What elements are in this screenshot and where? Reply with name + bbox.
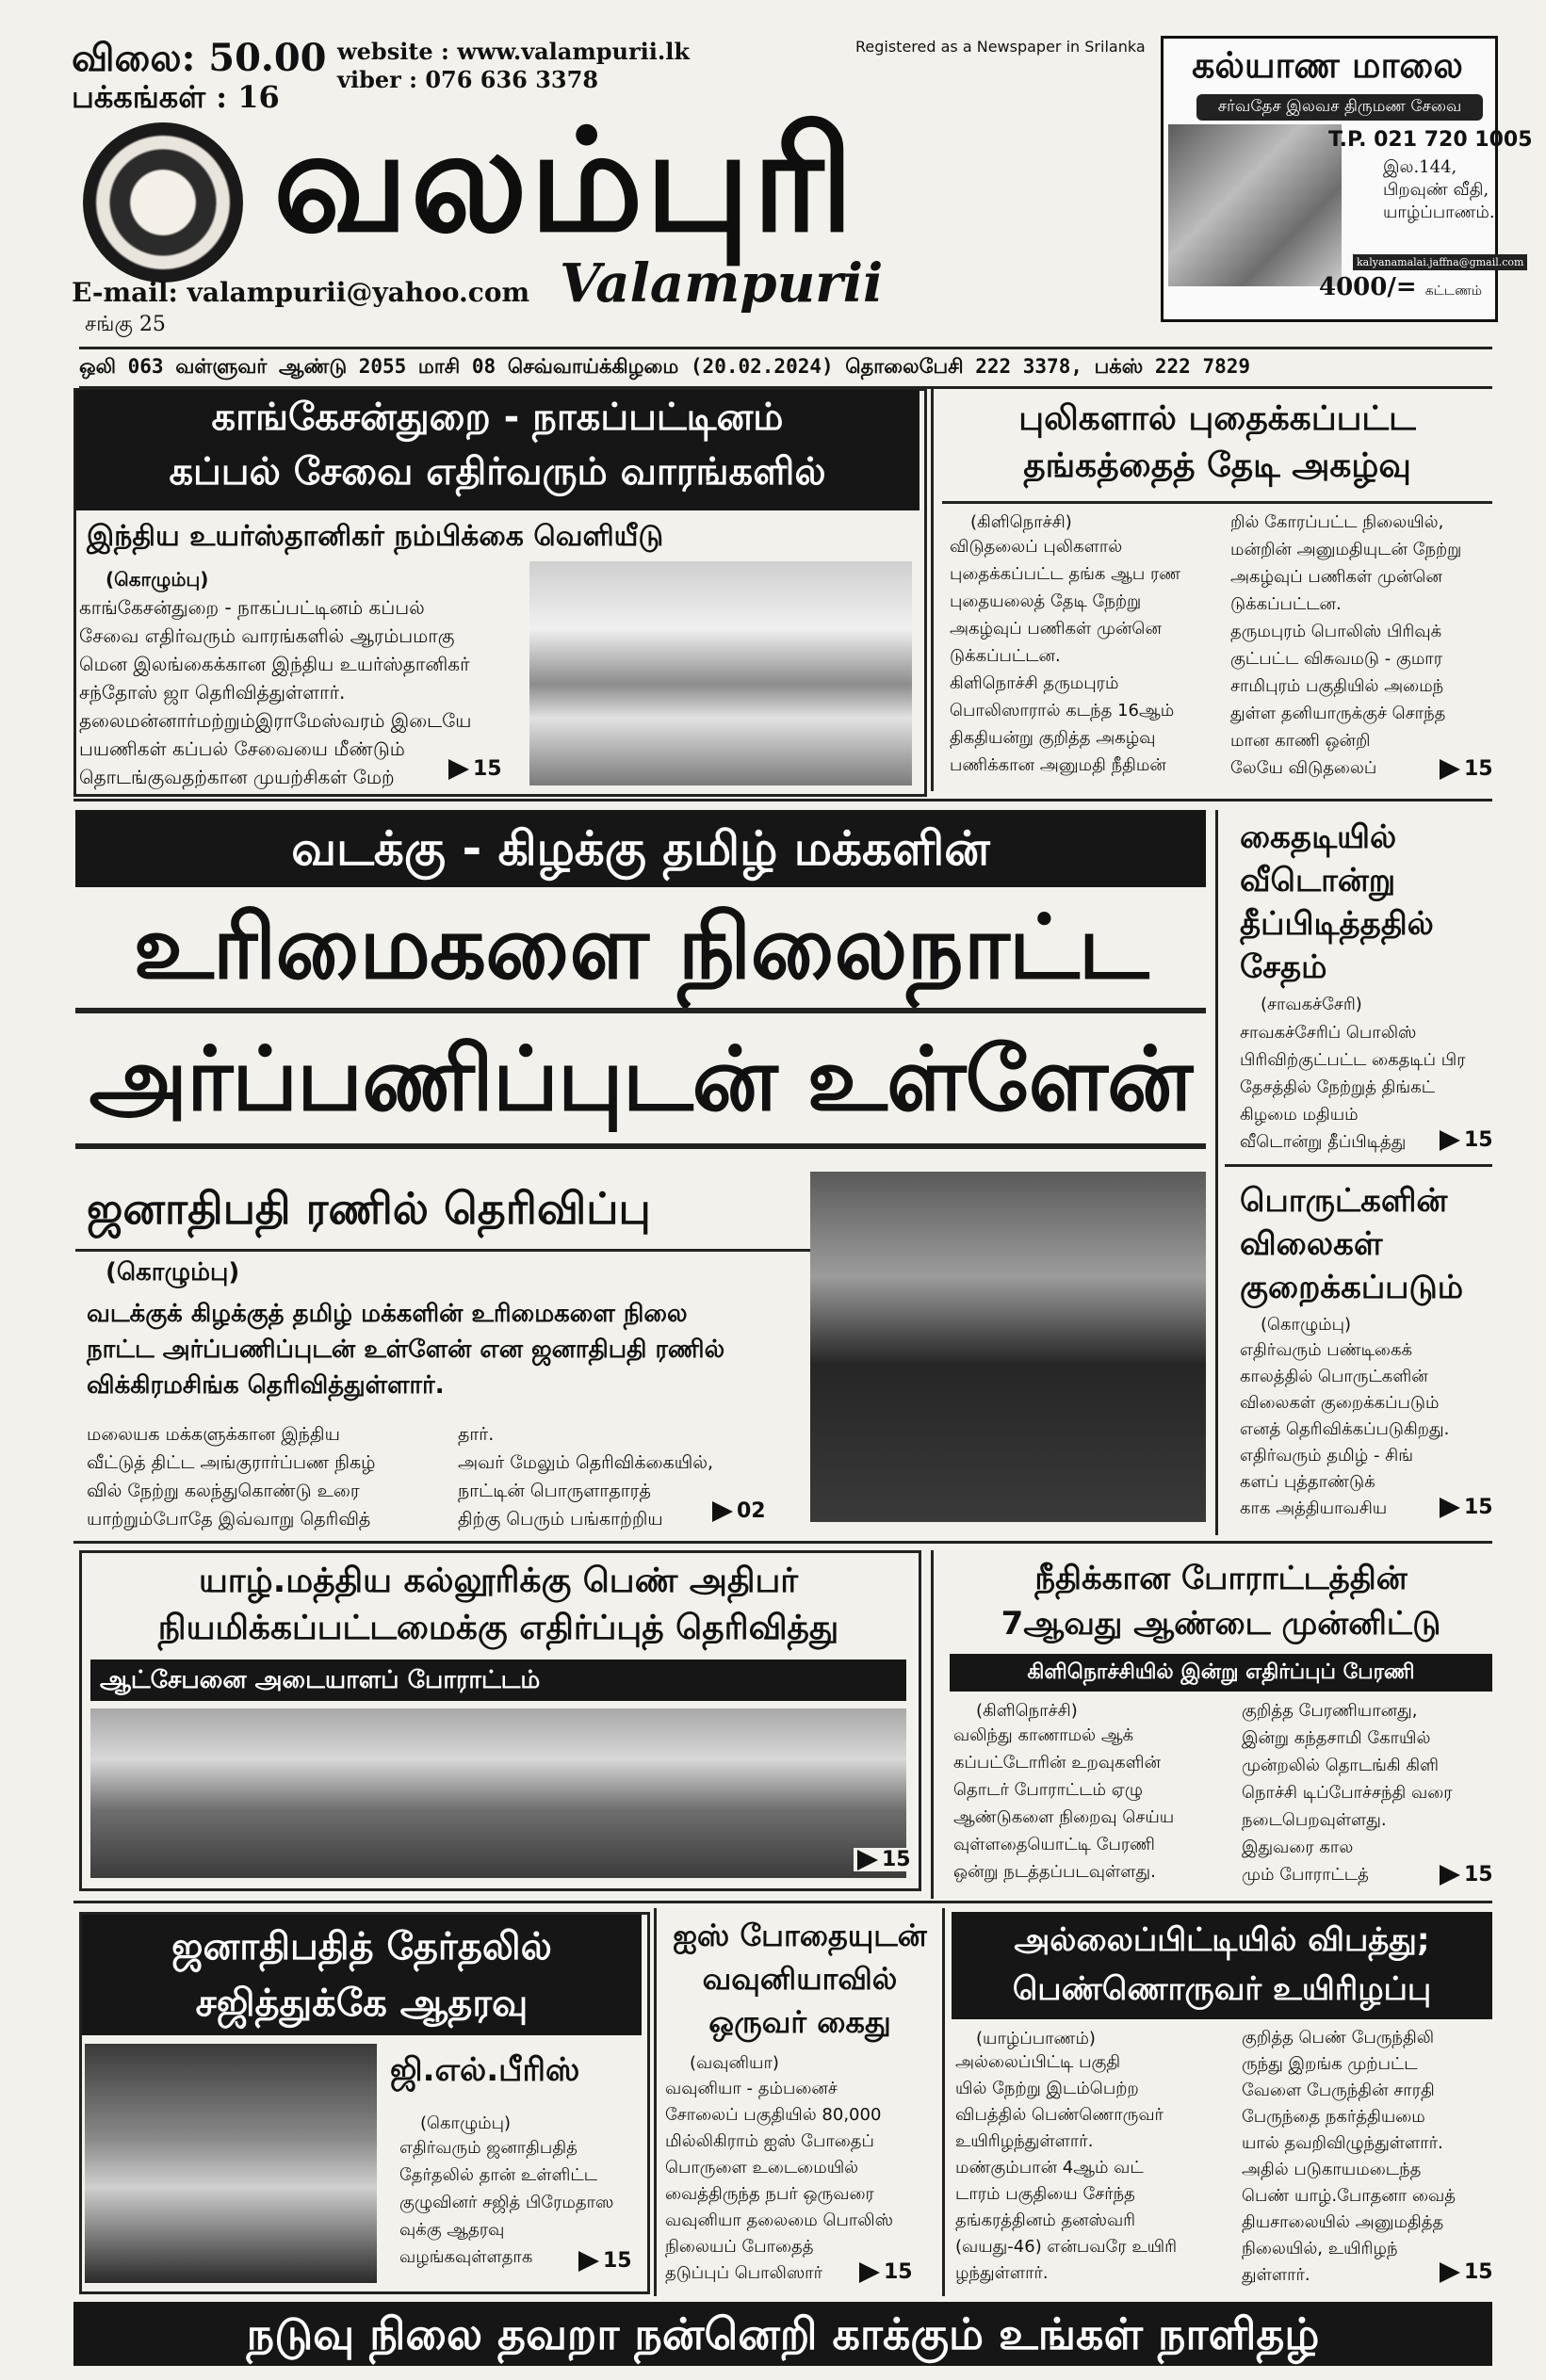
ad-deity-image: [1168, 124, 1342, 286]
gold-line: மான காணி ஒன்றி: [1230, 731, 1371, 751]
lead-headline-line2: அர்ப்பணிப்புடன் உள்ளேன்: [89, 1028, 1193, 1131]
gold-line: டுக்கப்பட்டன.: [950, 646, 1061, 666]
gold-headline: [942, 396, 1492, 490]
gold-col2: [1230, 509, 1494, 782]
registered-note: Registered as a Newspaper in Srilanka: [855, 38, 1146, 56]
accident-line: (வயது-46) என்பவரே உயிரி: [955, 2237, 1178, 2257]
ice-line: வவுனியா தலைமை பொலிஸ்: [665, 2210, 893, 2230]
ice-headline: [663, 1914, 936, 2044]
accident-col2: [1242, 2025, 1492, 2289]
college-continue: [854, 1848, 915, 1871]
peiris-line: வழங்கவுள்ளதாக: [399, 2247, 533, 2267]
accident-line: தியசாலையில் அனுமதித்த: [1242, 2212, 1444, 2232]
justice-line: மும் போராட்டத்: [1242, 1865, 1369, 1885]
justice-line: வுள்ளதையொட்டி பேரணி: [953, 1835, 1155, 1854]
ice-dateline: (வவுனியா): [690, 2053, 779, 2073]
ice-line: வைத்திருந்த நபர் ஒருவரை: [665, 2184, 874, 2204]
divider: [75, 1249, 857, 1252]
prices-line: விலைகள் குறைக்கப்படும்: [1240, 1393, 1440, 1413]
accident-line: நிலையில், உயிரிழந்: [1242, 2239, 1398, 2259]
ferry-line: காங்கேசன்துறை - நாகப்பட்டினம் கப்பல்: [79, 596, 425, 619]
peiris-byline: ஜி.எல்.பீரிஸ்: [390, 2051, 580, 2089]
ice-body: [665, 2076, 938, 2287]
ice-line: நிலையப் போதைத்: [665, 2237, 814, 2257]
ferry-line: சந்தோஸ் ஜா தெரிவித்துள்ளார்.: [79, 681, 346, 704]
fire-headline-line: வீடொன்று: [1240, 862, 1396, 899]
ice-line: சோலைப் பகுதியில் 80,000: [665, 2105, 882, 2125]
gold-continue: [1440, 757, 1493, 781]
peiris-headline: [82, 1915, 642, 2035]
gold-line: மன்றின் அனுமதியுடன் நேற்று: [1230, 540, 1462, 559]
ad-title: கல்யாண மாலை: [1192, 43, 1463, 86]
accident-line: வேளை பேருந்தின் சாரதி: [1242, 2080, 1435, 2100]
ad-address-line: யாழ்ப்பாணம்.: [1383, 202, 1495, 222]
lead-line: வீட்டுத் திட்ட அங்குரார்ப்பண நிகழ்: [87, 1452, 376, 1473]
gold-line: குட்பட்ட விசுவமடு - குமார: [1230, 649, 1442, 669]
gold-line: பொலிஸாரால் கடந்த 16ஆம்: [950, 701, 1175, 720]
peiris-line: வுக்கு ஆதரவு: [399, 2220, 505, 2240]
continue-page: 15: [1464, 1496, 1493, 1519]
masthead-latin-title: Valampurii: [560, 252, 884, 315]
lead-subhead: ஜனாதிபதி ரணில் தெரிவிப்பு: [87, 1183, 651, 1234]
peiris-line: தேர்தலில் தான் உள்ளிட்ட: [399, 2165, 598, 2185]
justice-col1: [953, 1722, 1227, 1886]
contact-block: [337, 38, 690, 94]
ferry-photo: [529, 561, 912, 785]
ferry-headline-line2: கப்பல் சேவை எதிர்வரும் வாரங்களில்: [169, 450, 826, 494]
ferry-headline-line1: காங்கேசன்துறை - நாகப்பட்டினம்: [211, 396, 784, 439]
gold-line: அகழ்வுப் பணிகள் முன்னெ: [1230, 567, 1442, 587]
ad-address-line: பிறவுண் வீதி,: [1383, 180, 1489, 200]
fire-line: தேசத்தில் நேற்றுத் திங்கட்: [1240, 1077, 1436, 1097]
fire-line: பிரிவிற்குட்பட்ட கைதடிப் பிர: [1240, 1050, 1466, 1070]
ad-address: [1383, 156, 1495, 224]
gold-line: திகதியன்று குறித்த அகழ்வு: [950, 728, 1156, 748]
accident-line: குறித்த பெண் பேருந்திலி: [1242, 2028, 1435, 2048]
justice-dateline: (கிளிநொச்சி): [976, 1701, 1078, 1721]
ferry-line: தொடங்குவதற்கான முயற்சிகள் மேற்: [79, 766, 395, 788]
ice-headline-line: ஒருவர் கைது: [708, 2004, 891, 2040]
column-divider: [931, 1550, 934, 1899]
continue-arrow-icon: [1440, 1865, 1460, 1886]
gold-line: டுக்கப்பட்டன.: [1230, 594, 1342, 614]
lead-line: யாற்றும்போதே இவ்வாறு தெரிவித்: [87, 1509, 371, 1530]
accident-headline-line1: அல்லைப்பிட்டியில் விபத்து;: [1014, 1921, 1430, 1959]
justice-line: நடைபெறவுள்ளது.: [1242, 1810, 1387, 1830]
ferry-subhead: இந்திய உயர்ஸ்தானிகர் நம்பிக்கை வெளியீடு: [87, 520, 664, 553]
ice-line: பொருளை உடைமையில்: [665, 2158, 859, 2178]
gold-headline-line2: தங்கத்தைத் தேடி அகழ்வு: [1023, 446, 1411, 485]
continue-page: 02: [737, 1499, 766, 1523]
justice-line: இன்று கந்தசாமி கோயில்: [1242, 1728, 1431, 1748]
ferry-line: பயணிகள் கப்பல் சேவையை மீண்டும்: [79, 737, 405, 760]
protest-photo: [90, 1708, 906, 1878]
justice-subhead: கிளிநொச்சியில் இன்று எதிர்ப்புப் பேரணி: [950, 1654, 1492, 1692]
accident-line: அல்லைப்பிட்டி பகுதி: [955, 2052, 1121, 2072]
ad-email: kalyanamalai.jaffna@gmail.com: [1353, 254, 1527, 270]
ad-address-line: இல.144,: [1383, 157, 1457, 177]
peiris-photo: [85, 2044, 377, 2283]
continue-arrow-icon: [712, 1501, 733, 1522]
lead-continue: [712, 1499, 766, 1523]
peiris-line: எதிர்வரும் ஜனாதிபதித்: [399, 2138, 578, 2158]
lead-col1: [87, 1420, 445, 1533]
lead-line: அவர் மேலும் தெரிவிக்கையில்,: [458, 1452, 714, 1473]
lead-line: தார்.: [458, 1424, 495, 1445]
lead-dateline: (கொழும்பு): [106, 1258, 240, 1287]
lead-headline-line1: உரிமைகளை நிலைநாட்ட: [133, 897, 1148, 999]
ferry-continue: [448, 757, 502, 781]
ad-price: [1319, 273, 1482, 301]
prices-line: எதிர்வரும் தமிழ் - சிங்: [1240, 1446, 1414, 1465]
justice-line: வலிந்து காணாமல் ஆக்: [953, 1725, 1134, 1745]
prices-headline-line: விலைகள்: [1240, 1225, 1383, 1263]
gold-line: கிளிநொச்சி தருமபுரம்: [950, 673, 1119, 693]
lead-kicker: வடக்கு - கிழக்கு தமிழ் மக்களின்: [75, 810, 1206, 887]
justice-line: இதுவரை கால: [1242, 1838, 1354, 1857]
lead-line: திற்கு பெரும் பங்காற்றிய: [458, 1509, 663, 1530]
fire-headline: [1240, 816, 1490, 989]
website: website : www.valampurii.lk: [337, 38, 690, 65]
prices-line: காக அத்தியாவசிய: [1240, 1498, 1388, 1518]
ferry-line: மென இலங்கைக்கான இந்திய உயர்ஸ்தானிகர்: [79, 653, 470, 675]
gold-line: புதையலைத் தேடி நேற்று: [950, 591, 1142, 611]
lead-intro: [87, 1296, 897, 1403]
ferry-headline: [75, 390, 919, 510]
fire-line: சாவகச்சேரிப் பொலிஸ்: [1240, 1023, 1417, 1043]
ice-line: தடுப்புப் பொலிஸார்: [665, 2263, 822, 2283]
column-divider: [1215, 810, 1218, 1535]
gold-dateline: (கிளிநொச்சி): [970, 512, 1072, 532]
continue-page: 15: [603, 2249, 632, 2273]
continue-arrow-icon: [1440, 1130, 1460, 1151]
gold-line: புதைக்கப்பட்ட தங்க ஆப ரண: [950, 564, 1181, 584]
justice-line: குறித்த பேரணியானது,: [1242, 1701, 1418, 1721]
justice-headline: [950, 1556, 1492, 1646]
lead-line: மலையக மக்களுக்கான இந்திய: [87, 1424, 340, 1445]
accident-line: ருந்து இறங்க முற்பட்ட: [1242, 2054, 1418, 2074]
continue-arrow-icon: [1440, 2262, 1460, 2283]
ad-price-value: 4000/=: [1319, 273, 1417, 301]
college-headline-line1: யாழ்.மத்திய கல்லூரிக்கு பெண் அதிபர்: [198, 1562, 799, 1600]
lead-intro-line: நாட்ட அர்ப்பணிப்புடன் உள்ளேன் என ஜனாதிபதி ரணில்: [87, 1336, 725, 1364]
justice-col2: [1242, 1697, 1492, 1888]
college-headline: [90, 1558, 906, 1652]
column-divider: [942, 1908, 945, 2296]
continue-page: 15: [1464, 1863, 1493, 1886]
divider: [73, 1541, 1492, 1544]
accident-line: விபத்தில் பெண்ணொருவர்: [955, 2105, 1164, 2125]
fire-dateline: (சாவகச்சேரி): [1261, 995, 1362, 1014]
divider: [73, 799, 1492, 801]
gold-line: பணிக்கான அனுமதி நீதிமன்: [950, 755, 1166, 775]
president-photo: [810, 1172, 1206, 1522]
justice-line: ஆண்டுகளை நிறைவு செய்ய: [953, 1807, 1175, 1827]
accident-line: பெண் யாழ்.போதனா வைத்: [1242, 2186, 1456, 2206]
justice-line: கப்பட்டோரின் உறவுகளின்: [953, 1753, 1161, 1773]
justice-line: முன்றலில் தொடங்கி கிளி: [1242, 1756, 1440, 1775]
divider: [1225, 1164, 1492, 1167]
justice-continue: [1440, 1863, 1493, 1886]
continue-arrow-icon: [859, 2262, 880, 2283]
college-headline-line2: நியமிக்கப்பட்டமைக்கு எதிர்ப்புத் தெரிவித்து: [157, 1609, 839, 1647]
divider: [75, 1143, 1206, 1149]
divider: [75, 1008, 1206, 1013]
prices-line: எனத் தெரிவிக்கப்படுகிறது.: [1240, 1419, 1450, 1439]
divider: [73, 1901, 1492, 1903]
gold-line: அகழ்வுப் பணிகள் முன்னெ: [950, 619, 1162, 639]
price: விலை: 50.00: [72, 36, 327, 80]
continue-page: 15: [884, 2260, 913, 2284]
prices-headline-line: பொருட்களின்: [1240, 1182, 1448, 1220]
prices-line: எதிர்வரும் பண்டிகைக்: [1240, 1340, 1412, 1360]
prices-body: [1240, 1337, 1490, 1522]
continue-arrow-icon: [1440, 759, 1460, 780]
peiris-line: குழுவினர் சஜித் பிரேமதாஸ: [399, 2193, 614, 2212]
accident-line: பேருந்தை நகர்த்தியமை: [1242, 2107, 1425, 2127]
viber: viber : 076 636 3378: [337, 66, 599, 93]
peiris-headline-line1: ஜனாதிபதித் தேர்தலில்: [171, 1925, 552, 1968]
gold-col1: [950, 533, 1225, 779]
continue-page: 15: [473, 757, 502, 781]
continue-page: 15: [882, 1848, 911, 1871]
ferry-line: சேவை எதிர்வரும் வாரங்களில் ஆரம்பமாகு: [79, 624, 455, 647]
ice-line: வவுனியா - தம்பனைச்: [665, 2079, 838, 2098]
justice-line: தொடர் போராட்டம் ஏழு: [953, 1780, 1143, 1800]
gold-line: சாமிபுரம் பகுதியில் அமைந்: [1230, 676, 1444, 696]
accident-line: யில் நேற்று இடம்பெற்ற: [955, 2079, 1139, 2098]
ice-headline-line: வவுனியாவில்: [702, 1961, 898, 1997]
ice-line: மில்லிகிராம் ஐஸ் போதைப்: [665, 2131, 874, 2151]
gold-line: தருமபுரம் பொலிஸ் பிரிவுக்: [1230, 622, 1442, 641]
peiris-dateline: (கொழும்பு): [420, 2113, 512, 2133]
accident-dateline: (யாழ்ப்பாணம்): [976, 2029, 1096, 2048]
ad-price-note: கட்டணம்: [1424, 283, 1483, 299]
accident-line: டாரம் பகுதியை சேர்ந்த: [955, 2184, 1135, 2204]
ad-phone: T.P. 021 720 1005: [1328, 128, 1533, 152]
issue-volume: சங்கு 25: [85, 313, 166, 336]
prices-headline: [1240, 1179, 1490, 1309]
conch-logo-icon: [83, 122, 243, 283]
gold-headline-line1: புலிகளால் புதைக்கப்பட்ட: [1018, 399, 1416, 438]
dateline: ஒலி 063 வள்ளுவர் ஆண்டு 2055 மாசி 08 செவ்வாய்க்கிழமை (20.02.2024) தொலைபேசி 222 3378, பக்ஸ் 222 7829: [79, 347, 1492, 389]
prices-continue: [1440, 1496, 1493, 1519]
accident-line: ழந்துள்ளார்.: [955, 2263, 1049, 2283]
fire-line: கிழமை மதியம்: [1240, 1105, 1359, 1125]
justice-headline-line1: நீதிக்கான போராட்டத்தின்: [1034, 1560, 1408, 1597]
peiris-continue: [578, 2249, 632, 2273]
continue-page: 15: [1464, 2260, 1493, 2284]
accident-line: அதில் படுகாயமடைந்த: [1242, 2160, 1422, 2179]
divider: [942, 501, 1492, 504]
ferry-dateline: (கொழும்பு): [106, 568, 209, 591]
accident-headline: [952, 1912, 1492, 2019]
prices-line: காலத்தில் பொருட்களின்: [1240, 1367, 1428, 1386]
continue-arrow-icon: [857, 1850, 878, 1870]
column-divider: [654, 1908, 657, 2296]
gold-line: றில் கோரப்பட்ட நிலையில்,: [1230, 512, 1444, 532]
accident-col1: [955, 2049, 1238, 2287]
lead-line: வில் நேற்று கலந்துகொண்டு உரை: [87, 1481, 360, 1501]
fire-headline-line: கைதடியில்: [1240, 818, 1397, 856]
accident-line: துள்ளார்.: [1242, 2265, 1310, 2285]
fire-line: வீடொன்று தீப்பிடித்து: [1240, 1132, 1407, 1152]
accident-headline-line2: பெண்ணொருவர் உயிரிழப்பு: [1012, 1970, 1432, 2008]
justice-headline-line2: 7ஆவது ஆண்டை முன்னிட்டு: [1001, 1605, 1441, 1643]
justice-line: ஒன்று நடத்தப்படவுள்ளது.: [953, 1862, 1156, 1882]
continue-arrow-icon: [448, 759, 469, 780]
continue-page: 15: [1464, 1128, 1493, 1152]
accident-line: யால் தவறிவிழுந்துள்ளார்.: [1242, 2133, 1443, 2153]
ferry-line: தலைமன்னார்மற்றும்இராமேஸ்வரம் இடையே: [79, 709, 472, 732]
email: E-mail: valampurii@yahoo.com: [72, 277, 530, 308]
accident-continue: [1440, 2260, 1493, 2284]
fire-headline-line: தீப்பிடித்ததில்: [1240, 905, 1434, 943]
ice-headline-line: ஐஸ் போதையுடன்: [673, 1918, 927, 1953]
gold-line: விடுதலைப் புலிகளால்: [950, 537, 1123, 557]
prices-headline-line: குறைக்கப்படும்: [1240, 1269, 1464, 1306]
gold-line: லேயே விடுதலைப்: [1230, 758, 1377, 778]
lead-line: நாட்டின் பொருளாதாரத்: [458, 1481, 651, 1501]
gold-line: துள்ள தனியாருக்குச் சொந்த: [1230, 704, 1446, 723]
page-count: பக்கங்கள் : 16: [72, 79, 280, 115]
fire-headline-line: சேதம்: [1240, 948, 1327, 986]
college-subhead: ஆட்சேபனை அடையாளப் போராட்டம்: [90, 1660, 906, 1701]
lead-intro-line: வடக்குக் கிழக்குத் தமிழ் மக்களின் உரிமைகளை நிலை: [87, 1300, 688, 1328]
peiris-headline-line2: சஜித்துக்கே ஆதரவு: [195, 1982, 529, 2025]
prices-line: களப் புத்தாண்டுக்: [1240, 1472, 1375, 1492]
continue-arrow-icon: [578, 2251, 599, 2272]
ice-continue: [859, 2260, 913, 2284]
continue-arrow-icon: [1440, 1498, 1460, 1518]
masthead-title: வலம்புரி: [273, 100, 856, 264]
accident-line: தங்கரத்தினம் தனஸ்வரி: [955, 2210, 1136, 2230]
accident-line: மண்கும்பான் 4ஆம் வட்: [955, 2158, 1144, 2178]
ad-subtitle: சர்வதேச இலவச திருமண சேவை: [1196, 94, 1483, 121]
justice-line: நொச்சி டிப்போச்சந்தி வரை: [1242, 1783, 1453, 1803]
accident-line: உயிரிழந்துள்ளார்.: [955, 2131, 1094, 2151]
footer-slogan: நடுவு நிலை தவறா நன்னெறி காக்கும் உங்கள் நாளிதழ்: [73, 2302, 1492, 2366]
lead-intro-line: விக்கிரமசிங்க தெரிவித்துள்ளார்.: [87, 1371, 445, 1400]
continue-page: 15: [1464, 757, 1493, 781]
prices-dateline: (கொழும்பு): [1261, 1315, 1352, 1335]
fire-continue: [1440, 1128, 1493, 1152]
column-divider: [931, 388, 934, 791]
